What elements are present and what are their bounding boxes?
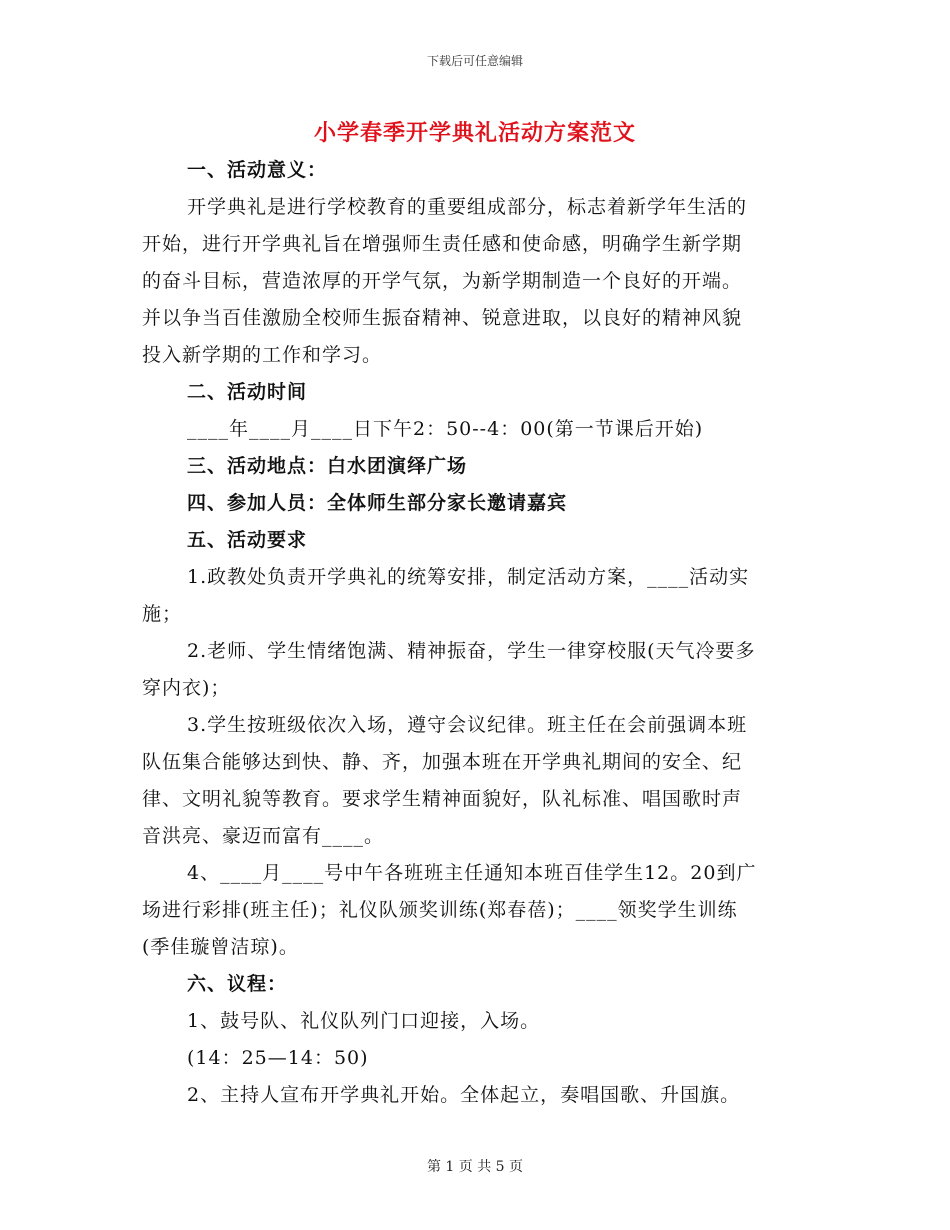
paragraph-line: 并以争当百佳激励全校师生振奋精神、锐意进取，以良好的精神风貌: [142, 307, 743, 329]
section-heading-5: 五、活动要求: [187, 529, 308, 551]
time-line: ____年____月____日下午2：50--4：00(第一节课后开始): [187, 418, 704, 440]
agenda-item-1-time: (14：25—14：50): [187, 1047, 369, 1069]
requirement-item-3-cont: 队伍集合能够达到快、静、齐，加强本班在开学典礼期间的安全、纪: [142, 751, 743, 773]
requirement-item-2-cont: 穿内衣)；: [142, 677, 231, 699]
page-title: 小学春季开学典礼活动方案范文: [313, 120, 636, 146]
requirement-item-4-cont: (季佳璇曾洁琼)。: [142, 936, 299, 958]
requirement-item-3-cont: 音洪亮、豪迈而富有____。: [142, 825, 385, 847]
requirement-item-4-cont: 场进行彩排(班主任)；礼仪队颁奖训练(郑春蓓)；____领奖学生训练: [142, 899, 738, 921]
requirement-item-4: 4、____月____号中午各班班主任通知本班百佳学生12。20到广: [187, 862, 757, 884]
page-footer: 第 1 页 共 5 页: [426, 1159, 524, 1175]
paragraph-line: 的奋斗目标，营造浓厚的开学气氛，为新学期制造一个良好的开端。: [142, 270, 743, 292]
section-heading-3: 三、活动地点：白水团演绎广场: [187, 455, 468, 477]
agenda-item-1: 1、鼓号队、礼仪队列门口迎接，入场。: [187, 1010, 541, 1032]
section-heading-1: 一、活动意义：: [187, 159, 328, 181]
section-heading-2: 二、活动时间: [187, 381, 308, 403]
paragraph-line: 开始，进行开学典礼旨在增强师生责任感和使命感，明确学生新学期: [142, 233, 743, 255]
requirement-item-2: 2.老师、学生情绪饱满、精神振奋，学生一律穿校服(天气冷要多: [187, 640, 756, 662]
paragraph-line: 投入新学期的工作和学习。: [142, 344, 383, 366]
requirement-item-3: 3.学生按班级依次入场，遵守会议纪律。班主任在会前强调本班: [187, 714, 748, 736]
requirement-item-1-cont: 施；: [142, 603, 183, 625]
section-heading-6: 六、议程：: [187, 973, 288, 995]
document-body: [142, 152, 810, 1114]
section-heading-4: 四、参加人员：全体师生部分家长邀请嘉宾: [187, 492, 568, 514]
requirement-item-1: 1.政教处负责开学典礼的统筹安排，制定活动方案，____活动实: [187, 566, 750, 588]
header-note: 下载后可任意编辑: [426, 54, 523, 68]
paragraph-line: 开学典礼是进行学校教育的重要组成部分，标志着新学年生活的: [187, 196, 748, 218]
requirement-item-3-cont: 律、文明礼貌等教育。要求学生精神面貌好，队礼标准、唱国歌时声: [142, 788, 743, 810]
agenda-item-2: 2、主持人宣布开学典礼开始。全体起立，奏唱国歌、升国旗。: [187, 1084, 741, 1106]
